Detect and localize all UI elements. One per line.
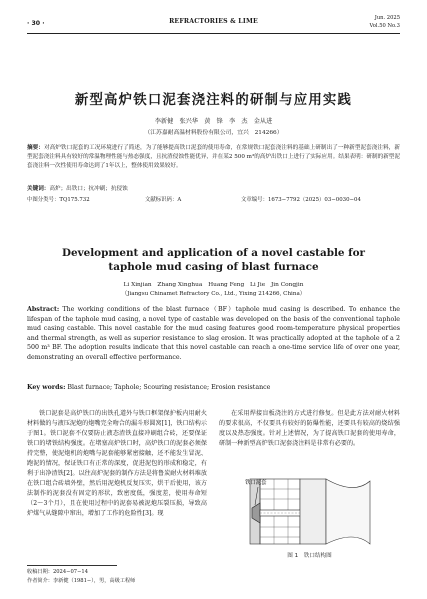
body-column-right [219,409,400,449]
abstract-text-en: The working conditions of the blast furnace（BF）taphole mud casing is described. To enhance the lifespan of the taphole mud casing, a novel type of castable was developed on the basis of the conventional taphole mud casing castable. This novel castable for the mud casing features good room-temperature physical properties and thermal strength, as well as superior resistance to slag erosion. It was practically adopted at the taphole of a 2 500 m³ BF. The adoption results indicate that this novel castable can reach a one-time service life of over one year, demonstrating an overall effective performance. [27,306,400,361]
body-paragraph: 铁口泥套是高炉铁口的出铁孔道外与铁口框架保护板内用耐火材料做的与液压泥炮的炮嘴完全吻合的漏斗形圆窝[1]，铁口结构示于图1。铁口泥套不仅要防止液态渣铁直接冲刷组合砖，还要保证铁口的堵铁结构强度。在堵塞高炉铁口时，高炉铁口的泥套必须保持完整，使泥炮机的炮嘴与泥套能够紧密接触，还不能发生冒泥、跑泥的情况，保证铁口有正常的深度，促进泥包的形成和稳定，有利于出净渣铁[2]。以往高炉泥套的制作方法是将鲁炭耐火材料堆放在铁口组合砖墙外壁，然后用泥炮机反复压实，烘干后使用，该方法制作的泥套没有固定的形状，致密度低，强度差，使用寿命短（2～3个月），且在使用过程中的泥套易被泥炮压裂压损，导致高炉煤气从缝隙中窜出，增加了工作的危险性[3]。现 [27,410,207,517]
issue-info [370,14,400,30]
paper-title-cn: 新型高炉铁口泥套浇注料的研制与应用实践 [74,93,353,108]
paper-title-en-line2: taphole mud casing of blast furnace [108,261,319,273]
body-paragraph: 在采用焊接盲板浇注的方式进行修复。但是此方法对耐火材料的要求很高，不仅要具有较好的防爆性能，还要具有较高的烧结强度以及热态强度。针对上述情况，为了提高铁口泥套的使用寿命，研制一种新型高炉铁口泥套浇注料是非常有必要的。 [219,410,400,447]
abstract-cn [27,144,400,172]
journal-name: REFRACTORIES & LIME [169,18,258,25]
affiliation-en: （Jiangsu Chinamet Refractory Co., Ltd., Yixing 214266, China） [121,291,306,297]
author-bio: 作者简介：李新健（1981−），男，高级工程师 [27,578,136,584]
figure-caption: 图 1 铁口结构图 [287,553,332,559]
issue-volume: Vol.50 No.3 [369,23,400,29]
abstract-text-cn: 对高炉铁口泥套的工况环境进行了简述，为了能够提高铁口泥套的使用寿命，在常规铁口泥套浇注料的基础上研制出了一种新型泥套浇注料，新型泥套浇注料具有较好的常温物理性能与热态强度，且抗渣侵蚀性能优异，并在某2 500 m³的高炉出铁口上进行了实际应用。结果表明：研制的新型泥套浇注料一次性使用寿命达到了1年以上，整体使用效果较好。 [27,145,400,170]
issue-date: Jun. 2025 [374,15,400,21]
classification-row [27,195,400,203]
keywords-text-en: Blast furnace; Taphole; Scouring resistance; Erosion resistance [65,384,271,391]
taphole-structure-figure [244,475,376,548]
paper-title-en [27,246,400,274]
header-divider [27,33,400,34]
received-date: 收稿日期：2024−07−14 [27,569,89,575]
abstract-en [27,305,400,362]
keywords-text-cn: 高炉；出铁口；抗冲刷；抗侵蚀 [49,186,128,192]
document-code: 文献标识码：A [145,197,182,203]
authors-en: Li Xinjian Zhang Xinghua Huang Feng Li Jie Jin Congjin [123,282,304,288]
page-number: · 30 · [27,20,45,27]
authors-cn: 李新健 张兴华 黄 锋 李 杰 金从进 [154,118,273,125]
keywords-cn [27,184,400,192]
affiliation-cn: （江苏嘉耐高温材料股份有限公司，宜兴 214266） [144,130,283,136]
abstract-label-en: Abstract: [27,306,60,313]
body-column-left [27,409,207,519]
clc-number: 中图分类号：TQ175.732 [27,197,90,203]
running-header [27,12,400,34]
abstract-label-cn: 摘要： [27,145,44,151]
figure-label: 铁口泥套 [245,480,267,486]
footnote-divider [27,565,117,566]
hearth-lining [300,479,370,544]
keywords-en [27,384,400,391]
keywords-label-cn: 关键词： [27,186,50,192]
keywords-label-en: Key words: [27,384,66,391]
paper-title-en-line1: Development and application of a novel castable for [61,247,366,259]
article-number: 文章编号：1673−7792（2025）03−0030−04 [241,197,361,203]
